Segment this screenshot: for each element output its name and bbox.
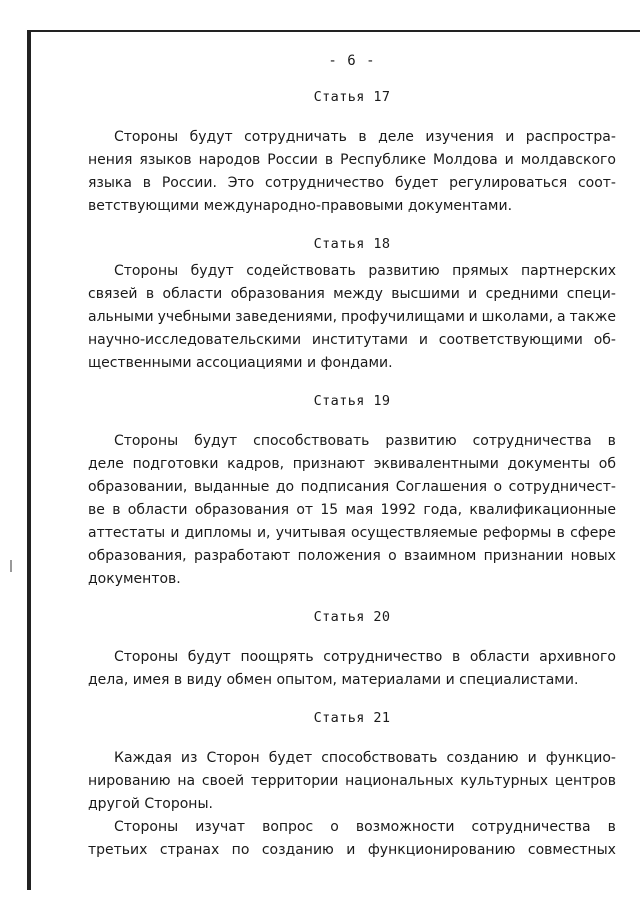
article-paragraph (88, 747, 616, 816)
page-border-left (27, 30, 31, 890)
text-line: Стороны будут способствовать развитию сотрудничества в (114, 433, 616, 449)
page-number: - 6 - (328, 53, 376, 69)
text-line: образовании, выданные до подписания Соглашения о сотрудничест- (88, 479, 616, 495)
article-title: Статья 19 (313, 393, 391, 409)
page-border-top (27, 30, 640, 32)
article-title: Статья 20 (313, 609, 391, 625)
text-line: ве в области образования от 15 мая 1992 года, квалификационные (88, 502, 616, 518)
spacer (88, 218, 616, 235)
text-line: связей в области образования между высшими и средними специ- (88, 286, 616, 302)
text-line: ветствующими международно-правовыми документами. (88, 198, 513, 214)
article-title: Статья 17 (313, 89, 391, 105)
text-line: нения языков народов России в Республике Молдова и молдавского (88, 152, 616, 168)
text-line: деле подготовки кадров, признают эквивалентными документы об (88, 456, 616, 472)
text-line: Стороны изучат вопрос о возможности сотрудничества в (114, 819, 616, 835)
spacer (88, 410, 616, 430)
spacer (88, 626, 616, 646)
article-paragraph (88, 646, 616, 692)
text-line: образования, разработают положения о взаимном признании новых (88, 548, 616, 564)
spacer (88, 727, 616, 747)
spacer (88, 692, 616, 709)
text-line: аттестаты и дипломы и, учитывая осуществляемые реформы в сфере (88, 525, 616, 541)
text-line: языка в России. Это сотрудничество будет регулироваться соот- (88, 175, 616, 191)
article-paragraph (88, 816, 616, 862)
spacer (88, 253, 616, 260)
text-line: третьих странах по созданию и функционированию совместных (88, 842, 616, 858)
text-line: Стороны будут содействовать развитию прямых партнерских (114, 263, 616, 279)
article-paragraph (88, 430, 616, 591)
article-title: Статья 18 (313, 236, 391, 252)
text-line: Каждая из Сторон будет способствовать созданию и функцио- (114, 750, 616, 766)
text-line: альными учебными заведениями, профучилищами и школами, а также (88, 309, 616, 325)
text-line: другой Стороны. (88, 796, 213, 812)
article-title: Статья 21 (313, 710, 391, 726)
scan-artifact (10, 560, 12, 572)
article-paragraph (88, 260, 616, 375)
spacer (88, 591, 616, 608)
text-line: Стороны будут поощрять сотрудничество в области архивного (114, 649, 616, 665)
text-line: документов. (88, 571, 181, 587)
text-line: нированию на своей территории национальных культурных центров (88, 773, 616, 789)
spacer (88, 375, 616, 392)
article-paragraph (88, 126, 616, 218)
text-line: щественными ассоциациями и фондами. (88, 355, 393, 371)
spacer (88, 106, 616, 126)
text-line: дела, имея в виду обмен опытом, материалами и специалистами. (88, 672, 579, 688)
text-line: научно-исследовательскими институтами и соответствующими об- (88, 332, 616, 348)
document-body (88, 52, 616, 862)
text-line: Стороны будут сотрудничать в деле изучения и распростра- (114, 129, 616, 145)
